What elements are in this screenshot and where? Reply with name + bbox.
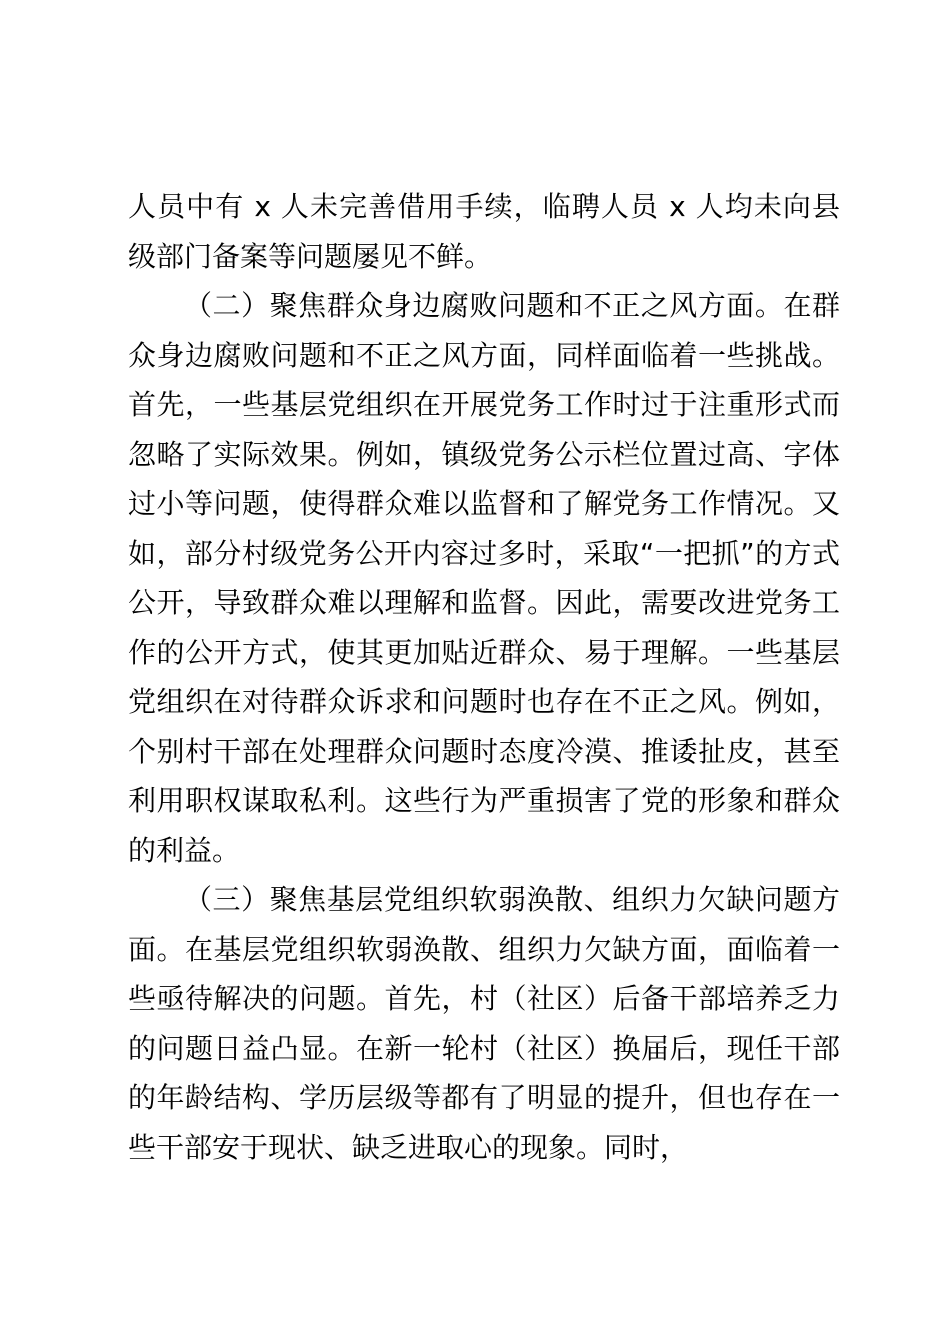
- paragraph-section-two: （二）聚焦群众身边腐败问题和不正之风方面。在群众身边腐败问题和不正之风方面，同样面临着一些挑战。首先，一些基层党组织在开展党务工作时过于注重形式而忽略了实际效果。例如，镇级党务公示栏位置过高、字体过小等问题，使得群众难以监督和了解党务工作情况。又如，部分村级党务公开内容过多时，采取“一把抓”的方式公开，导致群众难以理解和监督。因此，需要改进党务工作的公开方式，使其更加贴近群众、易于理解。一些基层党组织在对待群众诉求和问题时也存在不正之风。例如，个别村干部在处理群众问题时态度冷漠、推诿扯皮，甚至利用职权谋取私利。这些行为严重损害了党的形象和群众的利益。: [128, 289, 840, 867]
- body-text: [128, 182, 840, 1172]
- paragraph-section-three: （三）聚焦基层党组织软弱涣散、组织力欠缺问题方面。在基层党组织软弱涣散、组织力欠缺方面，面临着一些亟待解决的问题。首先，村（社区）后备干部培养乏力的问题日益凸显。在新一轮村（社区）换届后，现任干部的年龄结构、学历层级等都有了明显的提升，但也存在一些干部安于现状、缺乏进取心的现象。同时，: [128, 883, 840, 1164]
- paragraph-continuation: 人员中有 x 人未完善借用手续，临聘人员 x 人均未向县级部门备案等问题屡见不鲜。: [128, 190, 840, 273]
